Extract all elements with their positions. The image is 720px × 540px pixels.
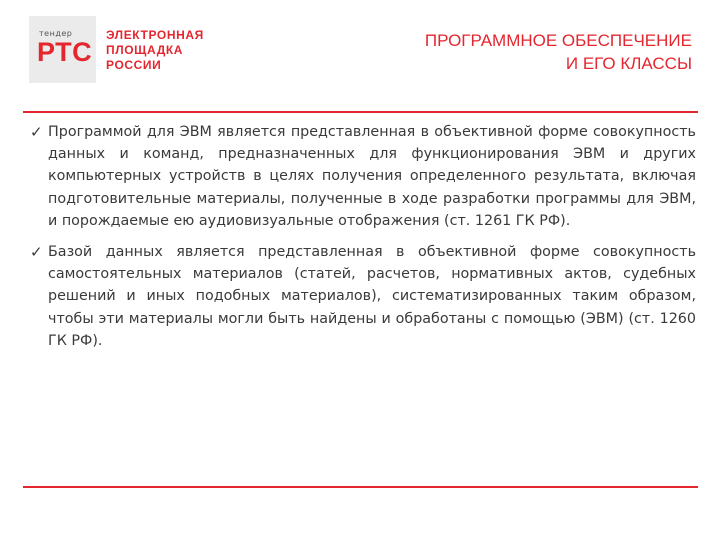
- logo-caption-line-2: ПЛОЩАДКА: [106, 43, 184, 57]
- top-divider: [23, 111, 698, 113]
- page-title: [425, 29, 692, 75]
- logo-caption-line-1: ЭЛЕКТРОННАЯ: [106, 28, 204, 42]
- logo-caption: [106, 28, 204, 73]
- page-title-line-2: И ЕГО КЛАССЫ: [565, 54, 692, 73]
- bullet-item-database: [30, 241, 696, 352]
- checkmark-icon: ✓: [30, 123, 43, 141]
- bullet-text-program: Программой для ЭВМ является представленная в объективной форме совокупность данных и команд, предназначенных для функционирования ЭВМ и других компьютерных устройств в целях получения определенного результата, включая подготовительные материалы, полученные в ходе разработки программы для ЭВМ, и порождаемые ею аудиовизуальные отображения (ст. 1261 ГК РФ).: [48, 124, 696, 229]
- checkmark-icon: ✓: [30, 243, 43, 261]
- bottom-divider: [23, 486, 698, 488]
- logo-top-word: тендер: [39, 29, 73, 38]
- bullet-item-program: [30, 121, 696, 232]
- logo-mark: [29, 16, 96, 83]
- page-title-line-1: ПРОГРАММНОЕ ОБЕСПЕЧЕНИЕ: [424, 31, 692, 50]
- bullet-text-database: Базой данных является представленная в объективной форме совокупность самостоятельных материалов (статей, расчетов, нормативных актов, судебных решений и иных подобных материалов), систематизированных таким образом, чтобы эти материалы могли быть найдены и обработаны с помощью (ЭВМ) (ст. 1260 ГК РФ).: [48, 244, 696, 349]
- logo-caption-line-3: РОССИИ: [106, 58, 162, 72]
- logo-main-word: РТС: [37, 37, 93, 67]
